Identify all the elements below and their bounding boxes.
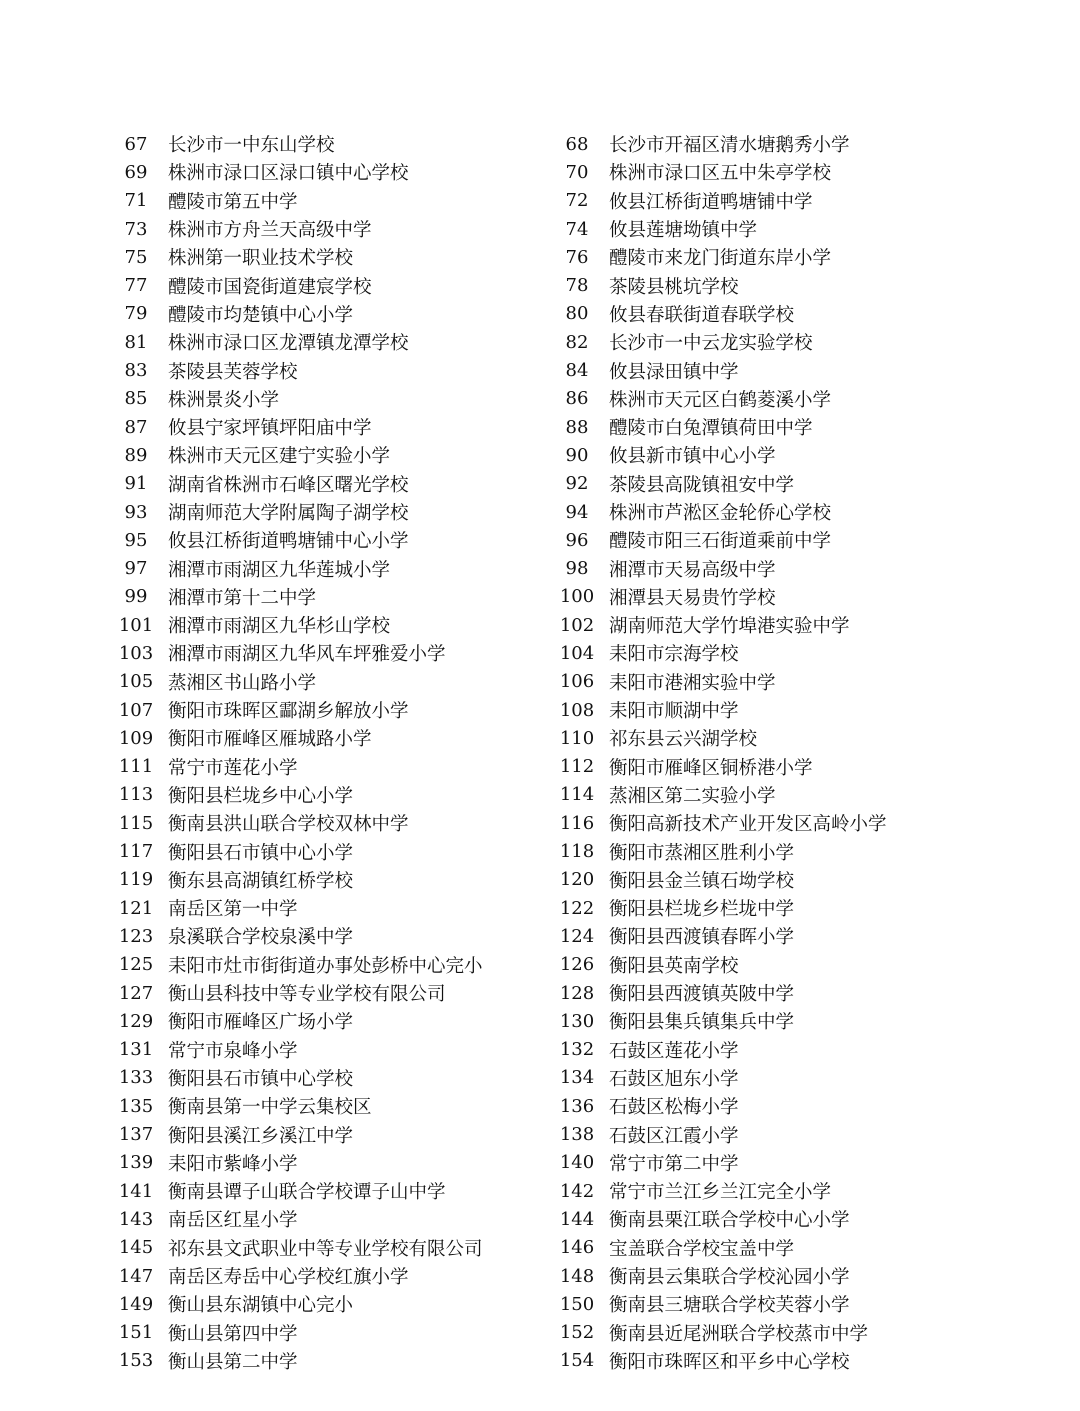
left-entry-name: 衡阳市雁峰区广场小学 xyxy=(168,1012,354,1034)
left-entry-name: 湘潭市雨湖区九华杉山学校 xyxy=(168,616,391,638)
right-entry-name: 长沙市一中云龙实验学校 xyxy=(609,333,813,355)
right-entry-number: 140 xyxy=(559,1152,595,1174)
left-entry-name: 醴陵市国瓷街道建宸学校 xyxy=(168,276,372,298)
right-entry-number: 146 xyxy=(559,1237,595,1259)
right-entry-number: 142 xyxy=(559,1180,595,1202)
right-entry-name: 攸县莲塘坳镇中学 xyxy=(609,220,758,242)
right-entry-number: 76 xyxy=(565,246,589,268)
right-entry-name: 攸县春联街道春联学校 xyxy=(609,304,795,326)
right-entry-name: 石鼓区松梅小学 xyxy=(609,1097,739,1119)
left-entry-number: 123 xyxy=(118,925,154,947)
right-entry-name: 衡阳市珠晖区和平乡中心学校 xyxy=(609,1351,850,1373)
left-entry-name: 南岳区寿岳中心学校红旗小学 xyxy=(168,1267,409,1289)
left-entry-name: 常宁市泉峰小学 xyxy=(168,1040,298,1062)
left-entry-number: 131 xyxy=(118,1039,154,1061)
right-entry-number: 96 xyxy=(565,529,589,551)
right-entry-name: 衡阳市蒸湘区胜利小学 xyxy=(609,842,795,864)
left-entry-name: 常宁市莲花小学 xyxy=(168,757,298,779)
left-entry-name: 株洲市渌口区渌口镇中心学校 xyxy=(168,163,409,185)
right-entry-name: 宝盖联合学校宝盖中学 xyxy=(609,1238,795,1260)
left-entry-name: 株洲市天元区建宁实验小学 xyxy=(168,446,391,468)
right-entry-name: 湘潭县天易贵竹学校 xyxy=(609,587,776,609)
right-entry-number: 80 xyxy=(565,303,589,325)
right-entry-number: 128 xyxy=(559,982,595,1004)
right-entry-number: 136 xyxy=(559,1095,595,1117)
right-entry-number: 86 xyxy=(565,388,589,410)
left-entry-number: 127 xyxy=(118,982,154,1004)
left-entry-number: 73 xyxy=(124,218,148,240)
left-entry-name: 衡阳县石市镇中心小学 xyxy=(168,842,354,864)
school-list xyxy=(0,130,1080,1375)
left-entry-name: 湘潭市第十二中学 xyxy=(168,587,317,609)
right-entry-name: 耒阳市宗海学校 xyxy=(609,644,739,666)
left-entry-name: 湖南省株洲市石峰区曙光学校 xyxy=(168,474,409,496)
right-entry-number: 88 xyxy=(565,416,589,438)
left-entry-name: 衡山县东湖镇中心完小 xyxy=(168,1295,354,1317)
left-entry-number: 107 xyxy=(118,699,154,721)
left-entry-number: 133 xyxy=(118,1067,154,1089)
left-entry-number: 137 xyxy=(118,1124,154,1146)
left-entry-name: 衡阳县栏垅乡中心小学 xyxy=(168,785,354,807)
right-entry-name: 衡阳县金兰镇石坳学校 xyxy=(609,870,795,892)
right-entry-number: 122 xyxy=(559,897,595,919)
right-entry-number: 90 xyxy=(565,444,589,466)
left-entry-number: 91 xyxy=(124,473,148,495)
left-entry-number: 145 xyxy=(118,1237,154,1259)
left-entry-name: 祁东县文武职业中等专业学校有限公司 xyxy=(168,1238,483,1260)
left-entry-number: 99 xyxy=(124,586,148,608)
left-entry-number: 103 xyxy=(118,642,154,664)
left-entry-name: 衡南县第一中学云集校区 xyxy=(168,1097,372,1119)
right-entry-name: 湘潭市天易高级中学 xyxy=(609,559,776,581)
left-entry-number: 147 xyxy=(118,1265,154,1287)
right-entry-number: 154 xyxy=(559,1350,595,1372)
left-entry-name: 蒸湘区书山路小学 xyxy=(168,672,317,694)
left-entry-name: 南岳区红星小学 xyxy=(168,1210,298,1232)
left-entry-name: 湘潭市雨湖区九华风车坪雅爱小学 xyxy=(168,644,446,666)
left-entry-number: 79 xyxy=(124,303,148,325)
right-entry-name: 茶陵县高陇镇祖安中学 xyxy=(609,474,795,496)
right-entry-name: 耒阳市港湘实验中学 xyxy=(609,672,776,694)
right-entry-number: 98 xyxy=(565,558,589,580)
right-entry-name: 醴陵市阳三石街道乘前中学 xyxy=(609,531,832,553)
right-entry-number: 114 xyxy=(559,784,595,806)
right-entry-name: 醴陵市白兔潭镇荷田中学 xyxy=(609,418,813,440)
right-entry-number: 126 xyxy=(559,954,595,976)
left-entry-number: 77 xyxy=(124,275,148,297)
right-entry-number: 120 xyxy=(559,869,595,891)
right-entry-name: 衡南县三塘联合学校芙蓉小学 xyxy=(609,1295,850,1317)
left-entry-number: 87 xyxy=(124,416,148,438)
right-entry-number: 84 xyxy=(565,360,589,382)
right-entry-name: 攸县江桥街道鸭塘铺中学 xyxy=(609,191,813,213)
left-entry-name: 茶陵县芙蓉学校 xyxy=(168,361,298,383)
left-entry-number: 83 xyxy=(124,360,148,382)
left-entry-number: 129 xyxy=(118,1010,154,1032)
right-entry-number: 72 xyxy=(565,190,589,212)
left-entry-name: 衡阳县石市镇中心学校 xyxy=(168,1068,354,1090)
right-entry-number: 150 xyxy=(559,1293,595,1315)
right-entry-name: 湖南师范大学竹埠港实验中学 xyxy=(609,616,850,638)
left-entry-number: 105 xyxy=(118,671,154,693)
left-entry-number: 143 xyxy=(118,1208,154,1230)
left-entry-name: 耒阳市紫峰小学 xyxy=(168,1153,298,1175)
right-entry-number: 92 xyxy=(565,473,589,495)
right-entry-number: 118 xyxy=(559,841,595,863)
left-entry-number: 121 xyxy=(118,897,154,919)
left-entry-name: 湘潭市雨湖区九华莲城小学 xyxy=(168,559,391,581)
left-entry-number: 81 xyxy=(124,331,148,353)
right-entry-number: 132 xyxy=(559,1039,595,1061)
left-entry-name: 衡阳市珠晖区酃湖乡解放小学 xyxy=(168,701,409,723)
right-entry-name: 醴陵市来龙门街道东岸小学 xyxy=(609,248,832,270)
right-entry-number: 144 xyxy=(559,1208,595,1230)
right-entry-name: 茶陵县桃坑学校 xyxy=(609,276,739,298)
right-entry-name: 衡南县栗江联合学校中心小学 xyxy=(609,1210,850,1232)
left-entry-number: 117 xyxy=(118,841,154,863)
right-entry-name: 祁东县云兴湖学校 xyxy=(609,729,758,751)
left-entry-number: 149 xyxy=(118,1293,154,1315)
left-entry-number: 95 xyxy=(124,529,148,551)
right-entry-number: 102 xyxy=(559,614,595,636)
right-entry-number: 108 xyxy=(559,699,595,721)
right-entry-number: 94 xyxy=(565,501,589,523)
left-entry-name: 衡东县高湖镇红桥学校 xyxy=(168,870,354,892)
right-entry-name: 衡阳高新技术产业开发区高岭小学 xyxy=(609,814,887,836)
left-entry-name: 衡阳县溪江乡溪江中学 xyxy=(168,1125,354,1147)
left-entry-name: 湖南师范大学附属陶子湖学校 xyxy=(168,503,409,524)
left-entry-name: 株洲市渌口区龙潭镇龙潭学校 xyxy=(168,333,409,355)
left-entry-number: 89 xyxy=(124,444,148,466)
left-entry-number: 135 xyxy=(118,1095,154,1117)
right-entry-number: 124 xyxy=(559,925,595,947)
left-entry-name: 株洲市方舟兰天高级中学 xyxy=(168,220,372,242)
left-entry-number: 67 xyxy=(124,133,148,155)
right-entry-number: 106 xyxy=(559,671,595,693)
right-entry-number: 104 xyxy=(559,642,595,664)
left-entry-number: 153 xyxy=(118,1350,154,1372)
left-entry-number: 115 xyxy=(118,812,154,834)
left-entry-name: 衡山县第二中学 xyxy=(168,1351,298,1373)
left-entry-number: 111 xyxy=(118,756,154,778)
right-entry-number: 116 xyxy=(559,812,595,834)
right-entry-number: 138 xyxy=(559,1124,595,1146)
right-entry-number: 82 xyxy=(565,331,589,353)
right-entry-name: 衡阳县西渡镇春晖小学 xyxy=(609,927,795,949)
right-entry-name: 攸县渌田镇中学 xyxy=(609,361,739,383)
right-entry-name: 衡阳市雁峰区铜桥港小学 xyxy=(609,757,813,779)
right-entry-number: 110 xyxy=(559,727,595,749)
left-entry-name: 攸县江桥街道鸭塘铺中心小学 xyxy=(168,531,409,553)
left-entry-name: 泉溪联合学校泉溪中学 xyxy=(168,927,354,949)
right-entry-number: 68 xyxy=(565,133,589,155)
left-entry-name: 衡阳市雁峰区雁城路小学 xyxy=(168,729,372,751)
right-entry-name: 株洲市芦淞区金轮侨心学校 xyxy=(609,503,832,524)
left-entry-name: 株洲景炎小学 xyxy=(168,389,280,411)
right-entry-name: 衡南县云集联合学校沁园小学 xyxy=(609,1267,850,1289)
left-entry-name: 耒阳市灶市街街道办事处彭桥中心完小 xyxy=(168,955,483,977)
left-entry-name: 醴陵市均楚镇中心小学 xyxy=(168,304,354,326)
right-entry-name: 石鼓区莲花小学 xyxy=(609,1040,739,1062)
right-entry-name: 衡阳县栏垅乡栏垅中学 xyxy=(609,899,795,921)
left-entry-name: 衡山县科技中等专业学校有限公司 xyxy=(168,984,446,1006)
left-entry-number: 125 xyxy=(118,954,154,976)
left-entry-name: 长沙市一中东山学校 xyxy=(168,135,335,157)
right-entry-name: 长沙市开福区清水塘鹅秀小学 xyxy=(609,135,850,157)
right-entry-number: 152 xyxy=(559,1322,595,1344)
right-entry-name: 常宁市兰江乡兰江完全小学 xyxy=(609,1182,832,1204)
right-entry-number: 70 xyxy=(565,161,589,183)
left-entry-name: 株洲第一职业技术学校 xyxy=(168,248,354,270)
right-entry-number: 130 xyxy=(559,1010,595,1032)
left-entry-name: 衡南县谭子山联合学校谭子山中学 xyxy=(168,1182,446,1204)
right-entry-name: 石鼓区旭东小学 xyxy=(609,1068,739,1090)
right-entry-name: 石鼓区江霞小学 xyxy=(609,1125,739,1147)
left-entry-name: 南岳区第一中学 xyxy=(168,899,298,921)
left-entry-name: 衡山县第四中学 xyxy=(168,1323,298,1345)
right-entry-name: 衡阳县英南学校 xyxy=(609,955,739,977)
left-entry-number: 141 xyxy=(118,1180,154,1202)
left-entry-number: 97 xyxy=(124,558,148,580)
right-entry-name: 衡阳县西渡镇英陂中学 xyxy=(609,984,795,1006)
left-entry-number: 85 xyxy=(124,388,148,410)
right-entry-name: 攸县新市镇中心小学 xyxy=(609,446,776,468)
left-entry-number: 119 xyxy=(118,869,154,891)
right-entry-number: 74 xyxy=(565,218,589,240)
left-entry-name: 攸县宁家坪镇坪阳庙中学 xyxy=(168,418,372,440)
right-entry-number: 78 xyxy=(565,275,589,297)
left-entry-name: 衡南县洪山联合学校双林中学 xyxy=(168,814,409,836)
left-entry-number: 101 xyxy=(118,614,154,636)
right-entry-name: 蒸湘区第二实验小学 xyxy=(609,785,776,807)
left-entry-name: 醴陵市第五中学 xyxy=(168,191,298,213)
left-entry-number: 69 xyxy=(124,161,148,183)
right-entry-number: 148 xyxy=(559,1265,595,1287)
right-entry-number: 112 xyxy=(559,756,595,778)
right-entry-name: 衡阳县集兵镇集兵中学 xyxy=(609,1012,795,1034)
right-entry-number: 100 xyxy=(559,586,595,608)
left-entry-number: 71 xyxy=(124,190,148,212)
left-entry-number: 93 xyxy=(124,501,148,523)
left-entry-number: 139 xyxy=(118,1152,154,1174)
right-entry-name: 株洲市天元区白鹤菱溪小学 xyxy=(609,389,832,411)
left-entry-number: 113 xyxy=(118,784,154,806)
right-entry-name: 常宁市第二中学 xyxy=(609,1153,739,1175)
left-entry-number: 151 xyxy=(118,1322,154,1344)
left-entry-number: 109 xyxy=(118,727,154,749)
left-entry-number: 75 xyxy=(124,246,148,268)
right-entry-name: 耒阳市顺湖中学 xyxy=(609,701,739,723)
right-entry-name: 衡南县近尾洲联合学校蒸市中学 xyxy=(609,1323,869,1345)
right-entry-number: 134 xyxy=(559,1067,595,1089)
right-entry-name: 株洲市渌口区五中朱亭学校 xyxy=(609,163,832,185)
